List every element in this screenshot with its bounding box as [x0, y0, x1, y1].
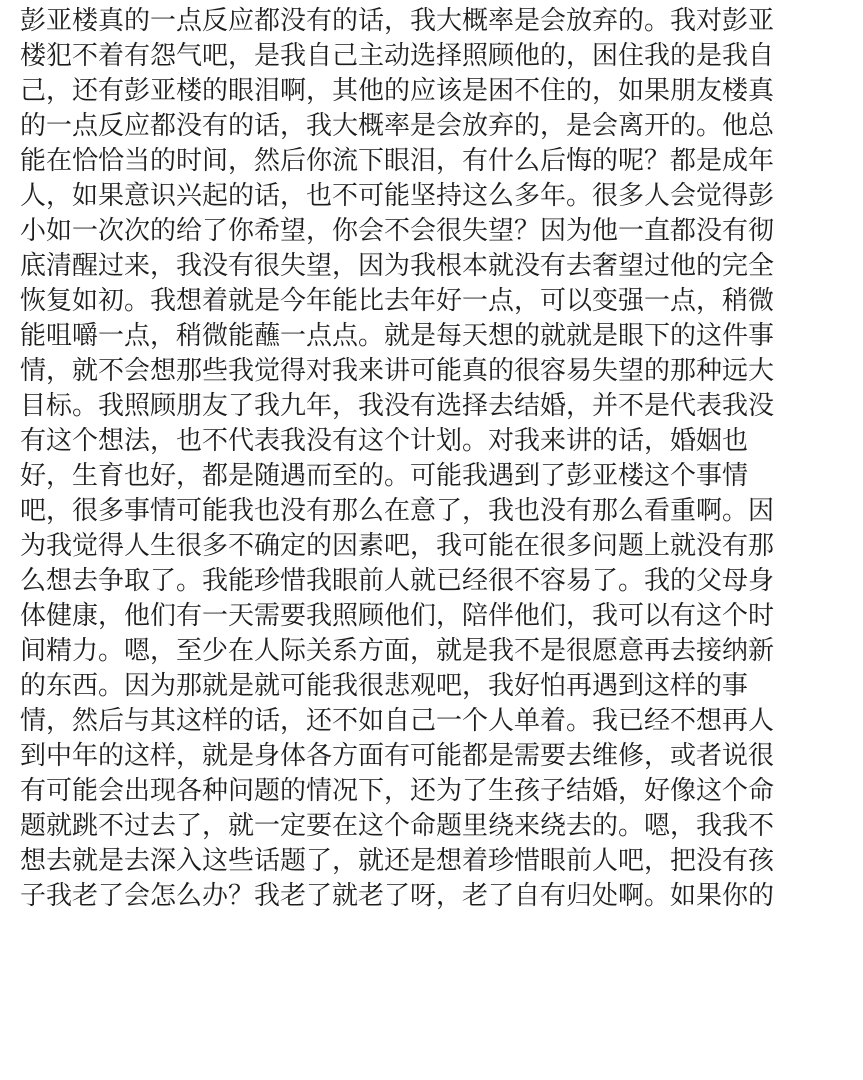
text-line: 的一点反应都没有的话，我大概率是会放弃的，是会离开的。他总 — [20, 111, 775, 141]
text-line: 小如一次次的给了你希望，你会不会很失望？因为他一直都没有彻 — [20, 216, 775, 246]
text-line: 间精力。嗯，至少在人际关系方面，就是我不是很愿意再去接纳新 — [20, 636, 775, 666]
text-line: 有这个想法，也不代表我没有这个计划。对我来讲的话，婚姻也 — [20, 426, 749, 456]
text-line: 底清醒过来，我没有很失望，因为我根本就没有去奢望过他的完全 — [20, 251, 775, 281]
text-line: 有可能会出现各种问题的情况下，还为了生孩子结婚，好像这个命 — [20, 776, 775, 806]
text-line: 到中年的这样，就是身体各方面有可能都是需要去维修，或者说很 — [20, 741, 775, 771]
text-line: 想去就是去深入这些话题了，就还是想着珍惜眼前人吧，把没有孩 — [20, 846, 775, 876]
text-line: 己，还有彭亚楼的眼泪啊，其他的应该是困不住的，如果朋友楼真 — [20, 76, 775, 106]
text-line: 吧，很多事情可能我也没有那么在意了，我也没有那么看重啊。因 — [20, 496, 775, 526]
text-line: 恢复如初。我想着就是今年能比去年好一点，可以变强一点，稍微 — [20, 286, 775, 316]
document-text — [20, 4, 863, 914]
text-line: 目标。我照顾朋友了我九年，我没有选择去结婚，并不是代表我没 — [20, 391, 775, 421]
text-line: 能在恰恰当的时间，然后你流下眼泪，有什么后悔的呢？都是成年 — [20, 146, 775, 176]
text-line: 能咀嚼一点，稍微能蘸一点点。就是每天想的就就是眼下的这件事 — [20, 321, 775, 351]
text-line: 么想去争取了。我能珍惜我眼前人就已经很不容易了。我的父母身 — [20, 566, 775, 596]
text-line: 人，如果意识兴起的话，也不可能坚持这么多年。很多人会觉得彭 — [20, 181, 775, 211]
text-line: 为我觉得人生很多不确定的因素吧，我可能在很多问题上就没有那 — [20, 531, 775, 561]
text-line: 情，然后与其这样的话，还不如自己一个人单着。我已经不想再人 — [20, 706, 775, 736]
text-line: 子我老了会怎么办？我老了就老了呀，老了自有归处啊。如果你的 — [20, 881, 775, 911]
text-line: 彭亚楼真的一点反应都没有的话，我大概率是会放弃的。我对彭亚 — [20, 6, 775, 36]
text-line: 体健康，他们有一天需要我照顾他们，陪伴他们，我可以有这个时 — [20, 601, 775, 631]
text-line: 的东西。因为那就是就可能我很悲观吧，我好怕再遇到这样的事 — [20, 671, 749, 701]
text-line: 楼犯不着有怨气吧，是我自己主动选择照顾他的，困住我的是我自 — [20, 41, 775, 71]
text-line: 情，就不会想那些我觉得对我来讲可能真的很容易失望的那种远大 — [20, 356, 775, 386]
text-line: 好，生育也好，都是随遇而至的。可能我遇到了彭亚楼这个事情 — [20, 461, 749, 491]
text-line: 题就跳不过去了，就一定要在这个命题里绕来绕去的。嗯，我我不 — [20, 811, 775, 841]
